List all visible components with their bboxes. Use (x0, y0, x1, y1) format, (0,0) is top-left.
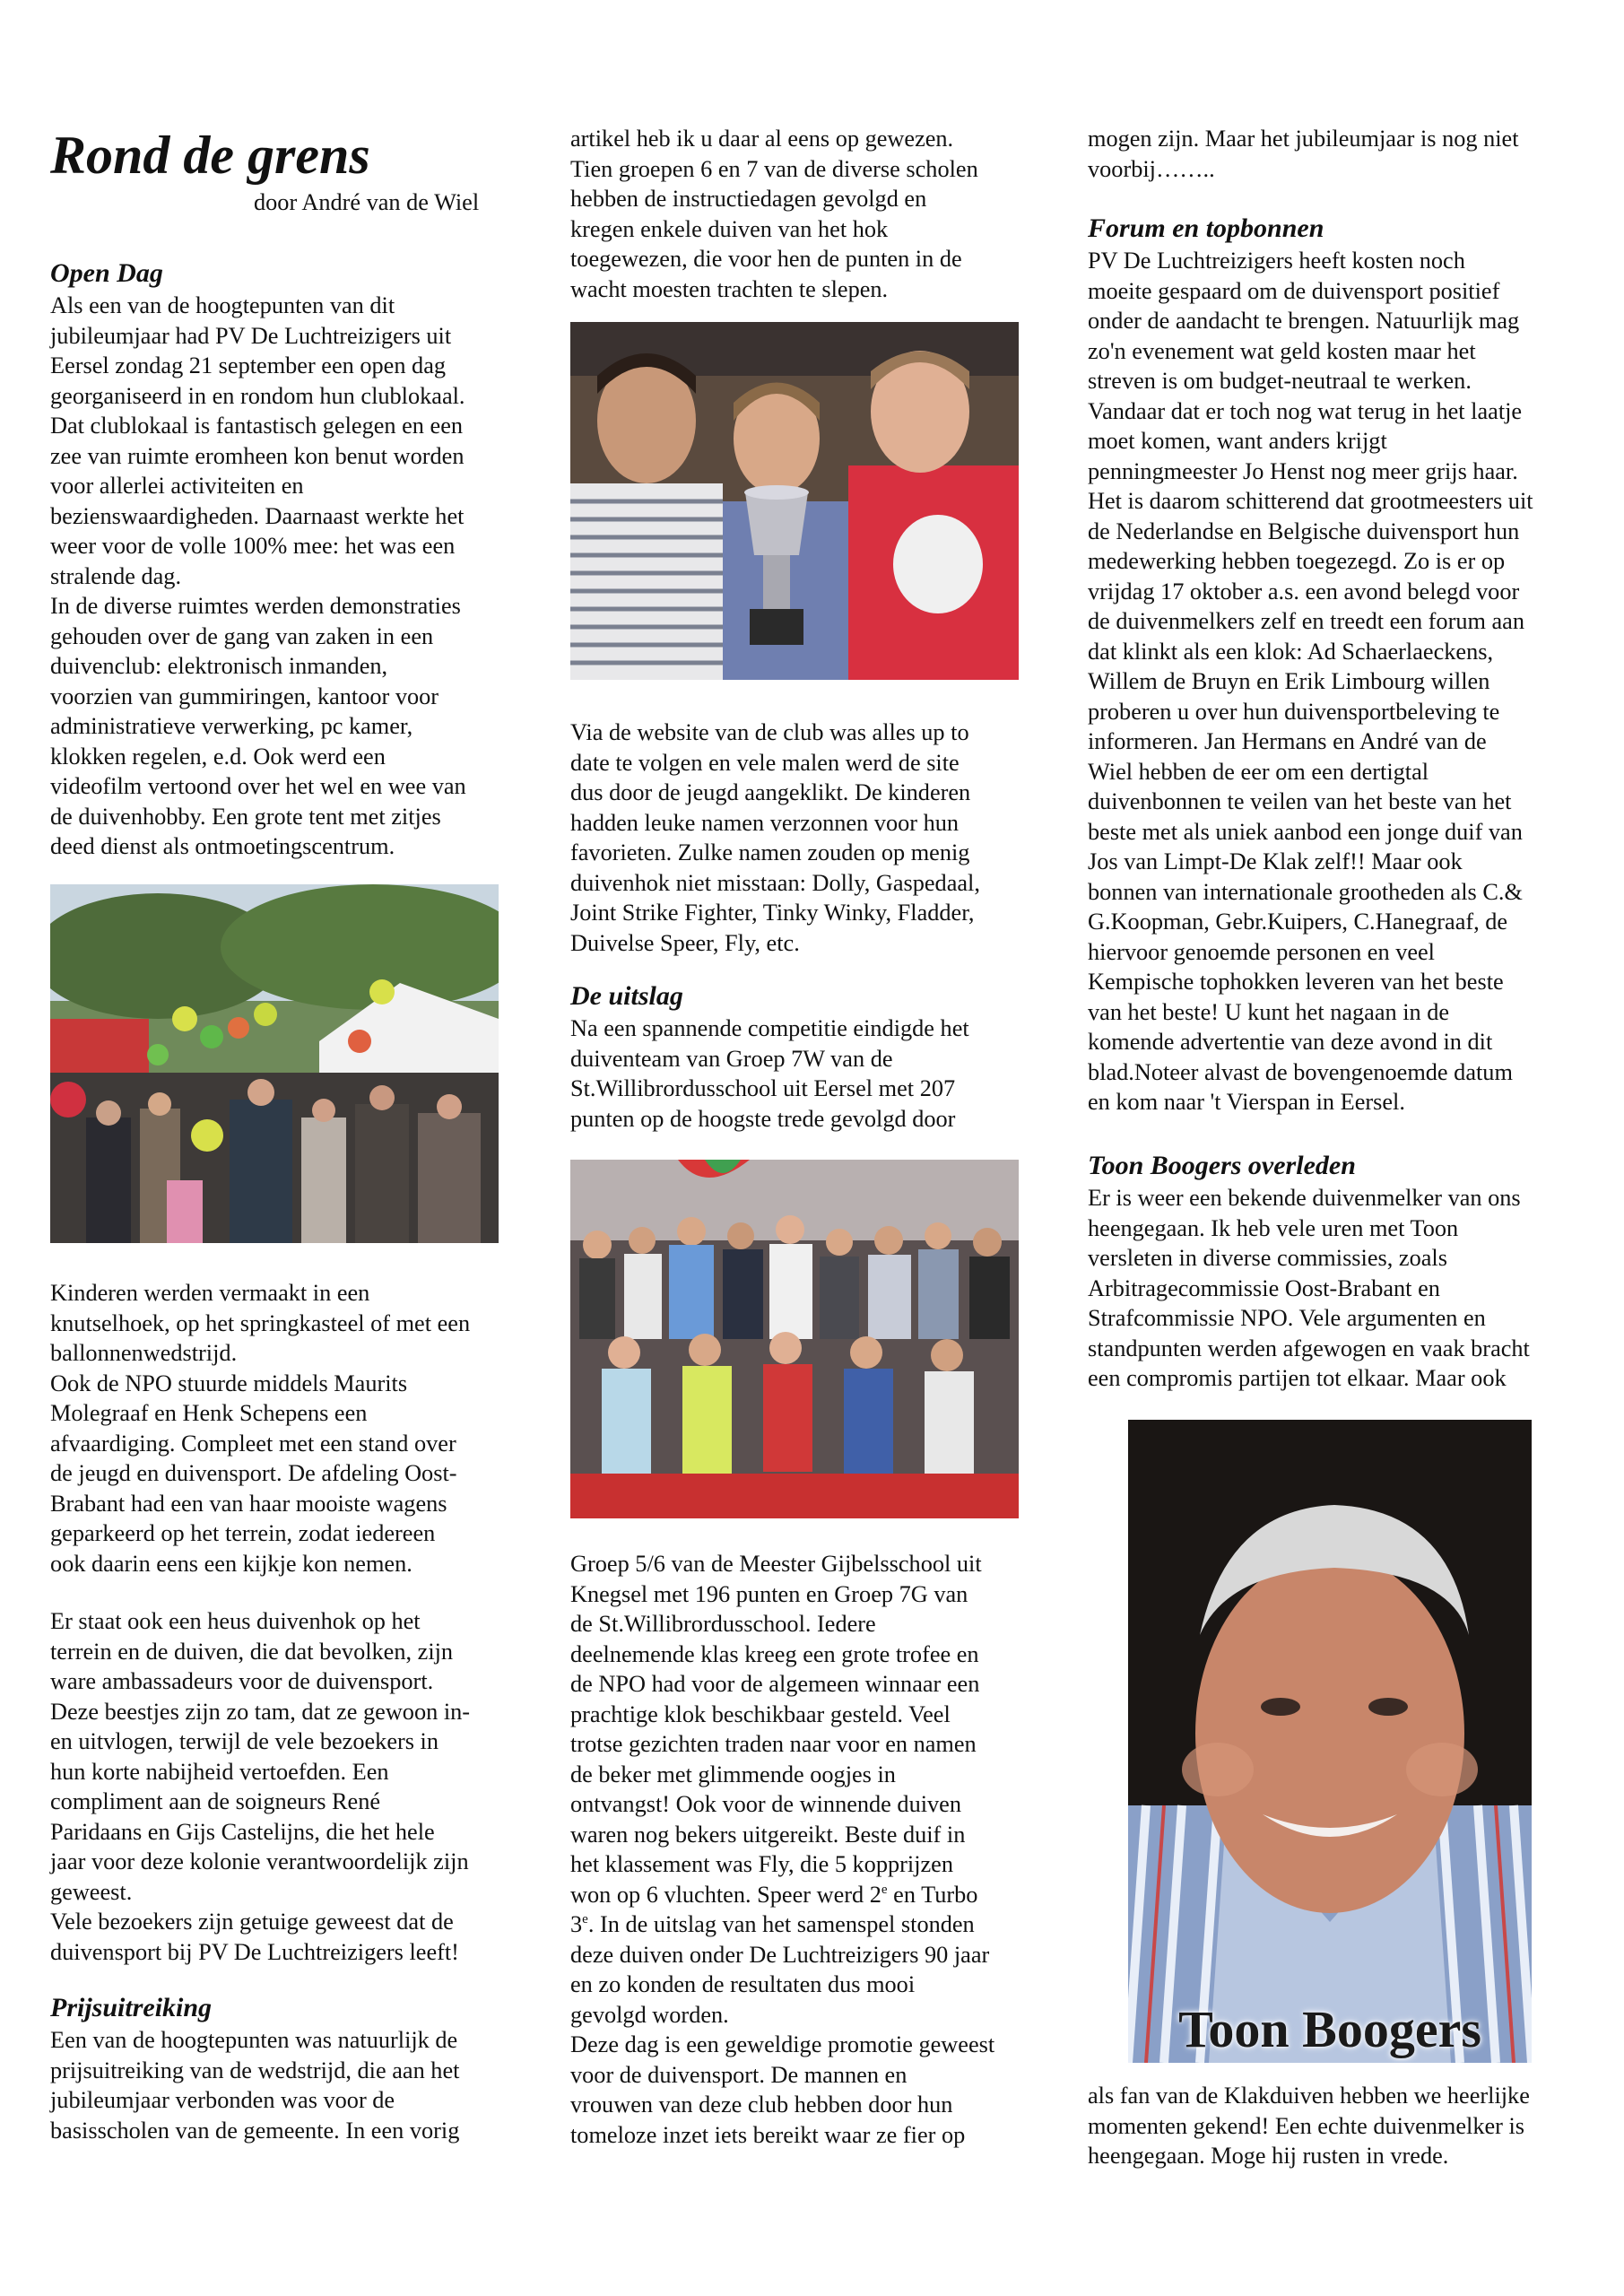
paragraph-website: Via de website van de club was alles up to date te volgen en vele malen werd de site dus door de jeugd aangeklikt. De kinderen hadden leuke namen verzonnen voor hun favorieten. Zulke namen zouden op menig duivenhok niet misstaan: Dolly, Gaspedaal, Joint Strike Fighter, Tinky Winky, Fladder, Duivelse Speer, Fly, etc. (570, 719, 980, 956)
paragraph-duivenhok: Er staat ook een heus duivenhok op het terrein en de duiven, die dat bevolken, zijn ware ambassadeurs voor de duivensport. Deze beestjes zijn zo tam, dat ze gewoon in- en uitvlogen, terwijl de vele bezoekers in hun korte nabijheid vertoefden. Een compliment aan de soigneurs René Paridaans en Gijs Castelijns, die het hele jaar voor deze kolonie verantwoordelijk zijn geweest. Vele bezoekers zijn getuige geweest dat de duivensport bij PV De Luchtreizigers leeft! (50, 1608, 471, 1965)
paragraph-mogen: mogen zijn. Maar het jubileumjaar is nog niet voorbij…….. (1088, 126, 1519, 182)
paragraph-prijsuitreiking: Een van de hoogtepunten was natuurlijk de prijsuitreiking van de wedstrijd, die aan het jubileumjaar verbonden was voor de basisscholen van de gemeente. In een vorig (50, 2027, 460, 2144)
paragraph-toon: Er is weer een bekende duivenmelker van ons heengegaan. Ik heb vele uren met Toon versleten in diverse commissies, zoals Arbitragecommissie Oost-Brabant en Strafcommissie NPO. Vele argumenten en standpunten werden afgewogen en vaak bracht een compromis partijen tot elkaar. Maar ook (1088, 1185, 1530, 1391)
photo-group-children-trophies (570, 1160, 1019, 1518)
superscript-e: e (582, 1912, 588, 1927)
paragraph-uitslag: Na een spannende competitie eindigde het duiventeam van Groep 7W van de St.Willibrordusschool uit Eersel met 207 punten op de hoogste trede gevolgd door (570, 1015, 969, 1132)
byline: door André van de Wiel (254, 189, 480, 215)
photo-portrait-toon-boogers (1128, 1420, 1532, 2063)
paragraph-kinderen: Kinderen werden vermaakt in een knutselhoek, op het springkasteel of met een ballonnenwedstrijd. Ook de NPO stuurde middels Maurits Molegraaf en Henk Schepens een afvaardiging. Compleet met een stand over de jeugd en duivensport. De afdeling Oost- Brabant had een van haar mooiste wagens geparkeerd op het terrein, zodat iedereen ook daarin eens een kijkje kon nemen. (50, 1280, 471, 1577)
heading-open-dag: Open Dag (50, 258, 163, 288)
paragraph-groep-part-c: . In de uitslag van het samenspel stonden deze duiven onder De Luchtreizigers 90 jaar en zo konden de resultaten dus mooi gevolgd worden. Deze dag is een geweldige promotie geweest voor de duivensport. De mannen en vrouwen van deze club hebben door hun tomeloze inzet iets bereikt waar ze fier op (570, 1911, 995, 2148)
heading-toon-boogers: Toon Boogers overleden (1088, 1151, 1356, 1180)
paragraph-groep-part-b: en Turbo 3 (570, 1881, 978, 1937)
paragraph-groep (570, 1549, 1037, 2150)
heading-uitslag: De uitslag (570, 981, 683, 1011)
heading-forum: Forum en topbonnen (1088, 213, 1324, 243)
paragraph-artikel: artikel heb ik u daar al eens op gewezen. Tien groepen 6 en 7 van de diverse scholen hebben de instructiedagen gevolgd en kregen enkele duiven van het hok toegewezen, die voor hen de punten in de wacht moesten trachten te slepen. (570, 126, 978, 302)
photo-three-boys-trophy (570, 322, 1019, 680)
paragraph-fan: als fan van de Klakduiven hebben we heerlijke momenten gekend! Een echte duivenmelker is heengegaan. Moge hij rusten in vrede. (1088, 2083, 1530, 2169)
paragraph-open-dag: Als een van de hoogtepunten van dit jubileumjaar had PV De Luchtreizigers uit Eersel zondag 21 september een open dag georganiseerd in en rondom hun clublokaal. Dat clublokaal is fantastisch gelegen en een zee van ruimte eromheen kon benut worden voor allerlei activiteiten en bezienswaardigheden. Daarnaast werkte het weer voor de volle 100% mee: het was een stralende dag. In de diverse ruimtes werden demonstraties gehouden over de gang van zaken in een duivenclub: elektronisch inmanden, voorzien van gummiringen, kantoor voor administratieve verwerking, pc kamer, klokken regelen, e.d. Ook werd een videofilm vertoond over het wel en wee van de duivenhobby. Een grote tent met zitjes deed dienst als ontmoetingscentrum. (50, 292, 466, 859)
paragraph-groep-part-a: Groep 5/6 van de Meester Gijbelsschool uit Knegsel met 196 punten en Groep 7G van de St.Willibrordusschool. Iedere deelnemende klas kreeg een grote trofee en de NPO had voor de algemeen winnaar een prachtige klok beschikbaar gesteld. Veel trotse gezichten traden naar voor en namen de beker met glimmende oogjes in ontvangst! Ook voor de winnende duiven waren nog bekers uitgereikt. Beste duif in het klassement was Fly, die 5 kopprijzen won op 6 vluchten. Speer werd 2 (570, 1551, 982, 1908)
paragraph-forum: PV De Luchtreizigers heeft kosten noch moeite gespaard om de duivensport positief onder de aandacht te brengen. Natuurlijk mag zo'n evenement wat geld kosten maar het streven is om budget-neutraal te werken. Vandaar dat er toch nog wat terug in het laatje moet komen, want anders krijgt penningmeester Jo Henst nog meer grijs haar. Het is daarom schitterend dat grootmeesters uit de Nederlandse en Belgische duivensport hun medewerking hebben toegezegd. Zo is er op vrijdag 17 oktober a.s. een avond belegd voor de duivenmelkers zelf en treedt een forum aan dat klinkt als een klok: Ad Schaerlaeckens, Willem de Bruyn en Erik Limbourg willen proberen u over hun duivensportbeleving te informeren. Jan Hermans en André van de Wiel hebben de eer om een dertigtal duivenbonnen te veilen van het beste van het beste met als uniek aanbod een jonge duif van Jos van Limpt-De Klak zelf!! Maar ook bonnen van internationale grootheden als C.& G.Koopman, Gebr.Kuipers, C.Hanegraaf, de hiervoor genoemde personen en veel Kempische tophokken leveren van het beste van het beste! U kunt het nagaan in de komende advertentie van deze avond in dit blad.Noteer alvast de bovengenoemde datum en kom naar 't Vierspan in Eersel. (1088, 248, 1533, 1115)
heading-prijsuitreiking: Prijsuitreiking (50, 1993, 213, 2022)
article-title: Rond de grens (50, 126, 370, 185)
superscript-e: e (881, 1882, 888, 1897)
photo-open-day-crowd (50, 884, 499, 1243)
photo-caption: Toon Boogers (1178, 2000, 1481, 2058)
